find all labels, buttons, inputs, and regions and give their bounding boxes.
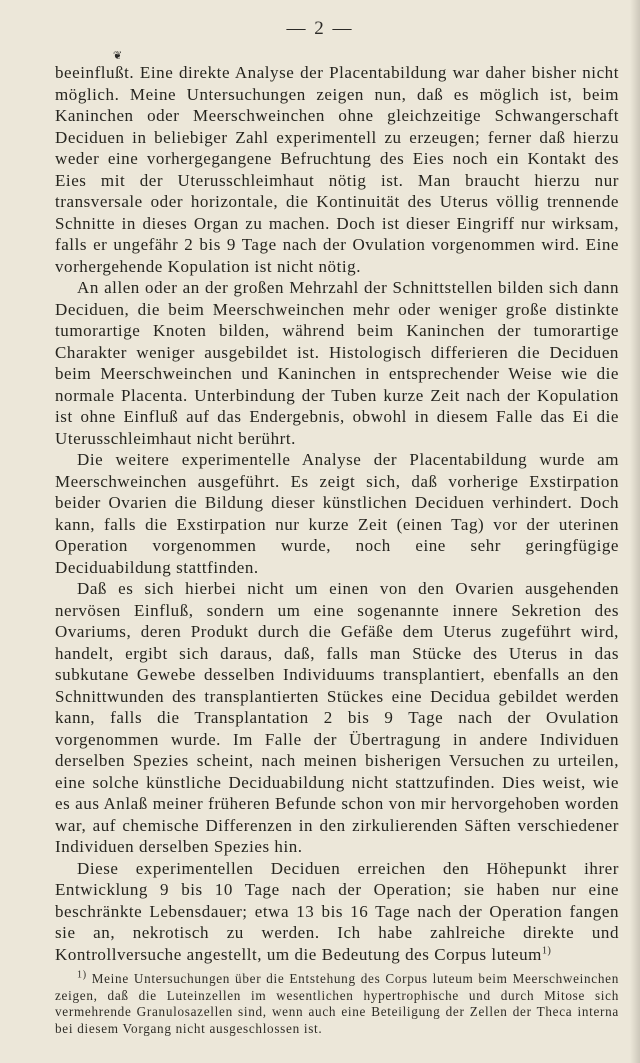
footnote-reference: 1) [541, 944, 552, 956]
page-edge-shadow [630, 0, 640, 1063]
paragraph-3: Die weitere experimentelle Analyse der Placentabildung wurde am Meerschweinchen ausgeführt. Es zeigt sich, daß vorherige Exstirpation beider Ovarien die Bildung dieser künstlichen Deciduen verhindert. Doch kann, falls die Exstirpation nur kurze Zeit (einen Tag) vor der uterinen Operation vorgenommen wurde, noch eine sehr geringfügige Deciduabildung stattfinden. [55, 450, 619, 577]
paragraph-5 [55, 858, 619, 966]
footnote-text: Meine Untersuchungen über die Entstehung des Corpus luteum beim Meerschweinchen zeigen, daß die Luteinzellen im wesentlichen hypertrophische und durch Mitose sich vermehrende Granulosazellen sind, wenn auch eine Beteiligung der Zellen der Theca interna bei diesem Vorgang nicht ausgeschlossen ist. [55, 971, 619, 1036]
page-number: — 2 — [286, 18, 354, 39]
body-text [55, 62, 619, 1037]
print-mark-icon: ❦ [113, 49, 123, 62]
paragraph-1: beeinflußt. Eine direkte Analyse der Placentabildung war daher bisher nicht möglich. Meine Untersuchungen zeigen nun, daß es möglich ist, beim Kaninchen oder Meerschweinchen ohne gleichzeitige Schwangerschaft Deciduen in beliebiger Zahl experimentell zu erzeugen; ferner daß hierzu weder eine vorhergegangene Befruchtung des Eies noch ein Kontakt des Eies mit der Uterusschleimhaut nötig ist. Man braucht hierzu nur transversale oder horizontale, die Kontinuität des Uterus völlig trennende Schnitte in dieses Organ zu machen. Doch ist dieser Eingriff nur wirksam, falls er ungefähr 2 bis 9 Tage nach der Ovulation vorgenommen wird. Eine vorhergehende Kopulation ist nicht nötig. [55, 63, 619, 276]
paragraph-5-text: Diese experimentellen Deciduen erreichen den Höhepunkt ihrer Entwicklung 9 bis 10 Tage nach der Operation; sie haben nur eine beschränkte Lebensdauer; etwa 13 bis 16 Tage nach der Operation fangen sie an, nekrotisch zu werden. Ich habe zahlreiche direkte und Kontrollversuche angestellt, um die Bedeutung des Corpus luteum [55, 858, 619, 964]
paragraph-4: Daß es sich hierbei nicht um einen von den Ovarien ausgehenden nervösen Einfluß, sondern um eine sogenannte innere Sekretion des Ovariums, deren Produkt durch die Gefäße dem Uterus zugeführt wird, handelt, ergibt sich daraus, daß, falls man Stücke des Uterus in das subkutane Gewebe desselben Individuums transplantiert, ebenfalls an den Schnittwunden des transplantierten Stückes eine Decidua gebildet werden kann, falls die Transplantation 2 bis 9 Tage nach der Ovulation vorgenommen wurde. Im Falle der Übertragung in andere Individuen derselben Spezies scheint, nach meinen bisherigen Versuchen zu urteilen, eine solche künstliche Deciduabildung nicht stattzufinden. Dies weist, wie es aus Anlaß meiner früheren Befunde schon von mir hervorgehoben worden war, auf chemische Differenzen in den zirkulierenden Säften verschiedener Individuen derselben Spezies hin. [55, 579, 619, 856]
footnote [55, 971, 619, 1037]
footnote-marker: 1) [77, 969, 87, 981]
paragraph-2: An allen oder an der großen Mehrzahl der Schnittstellen bilden sich dann Deciduen, die beim Meerschweinchen mehr oder weniger große distinkte tumorartige Knoten bilden, während beim Kaninchen der tumorartige Charakter weniger ausgebildet ist. Histologisch differieren die Deciduen beim Meerschweinchen und Kaninchen in entsprechender Weise wie die normale Placenta. Unterbindung der Tuben kurze Zeit nach der Kopulation ist ohne Einfluß auf das Endergebnis, obwohl in diesem Falle das Ei die Uterusschleimhaut nicht berührt. [55, 278, 619, 448]
